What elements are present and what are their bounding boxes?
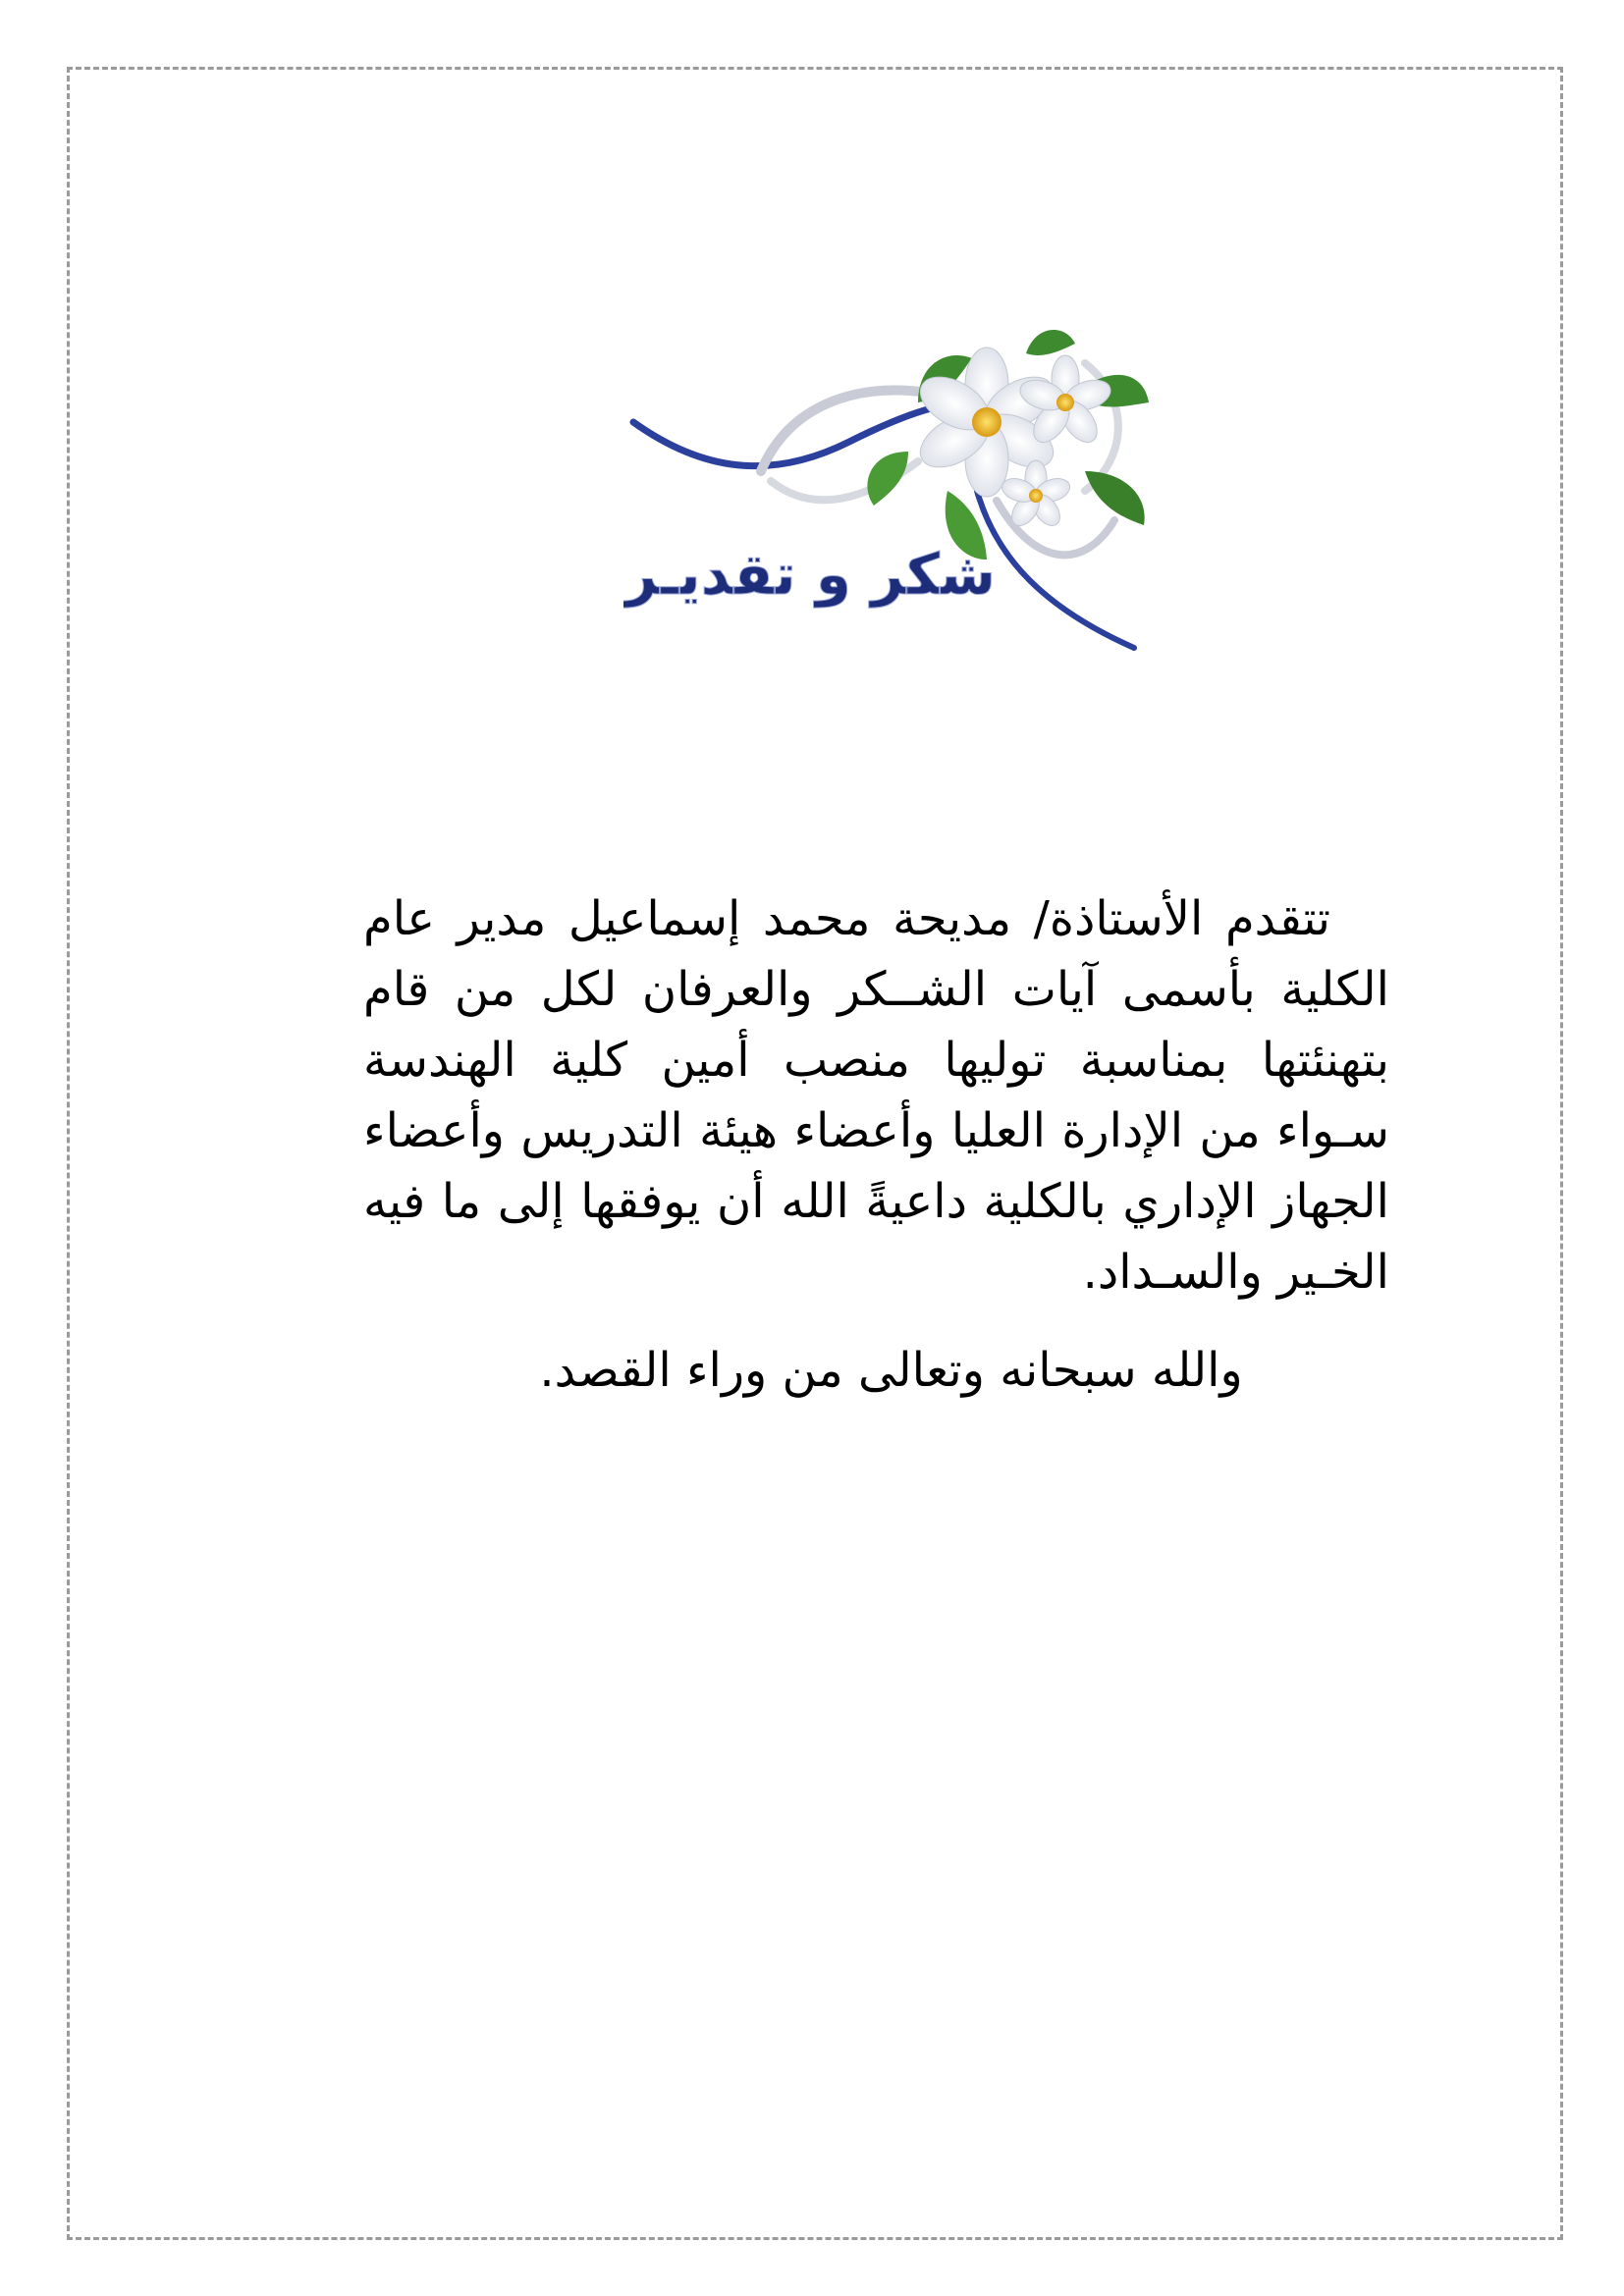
letter-closing: والله سبحانه وتعالى من وراء القصد. — [539, 1343, 1243, 1398]
letter-line: يوفقها إلى ما فيه الخـير والسـداد. — [363, 1174, 1389, 1300]
letter-line: تتقدم الأستاذة/ مديحة محمد إسماعيل مدير عام — [363, 891, 1330, 946]
letter-paragraph — [363, 883, 1389, 1308]
letter-line: وأعضاء الجهاز الإداري بالكلية داعيةً الله أن — [363, 1103, 1390, 1229]
thanks-letter-body — [363, 883, 1389, 1406]
letter-line: سـواء من الإدارة العليا وأعضاء هيئة التدريس — [520, 1103, 1390, 1158]
letter-line: بتهنئتها بمناسبة توليها منصب أمين كلية الهندسة — [363, 1033, 1389, 1088]
thanks-card-image — [623, 324, 1173, 658]
card-title: شكر و تقديـر — [624, 541, 996, 608]
white-flowers-ribbon-icon — [623, 324, 1173, 658]
letter-line: الكلية بأسمى آيات الشــكر والعرفان لكل من قام — [363, 962, 1389, 1017]
